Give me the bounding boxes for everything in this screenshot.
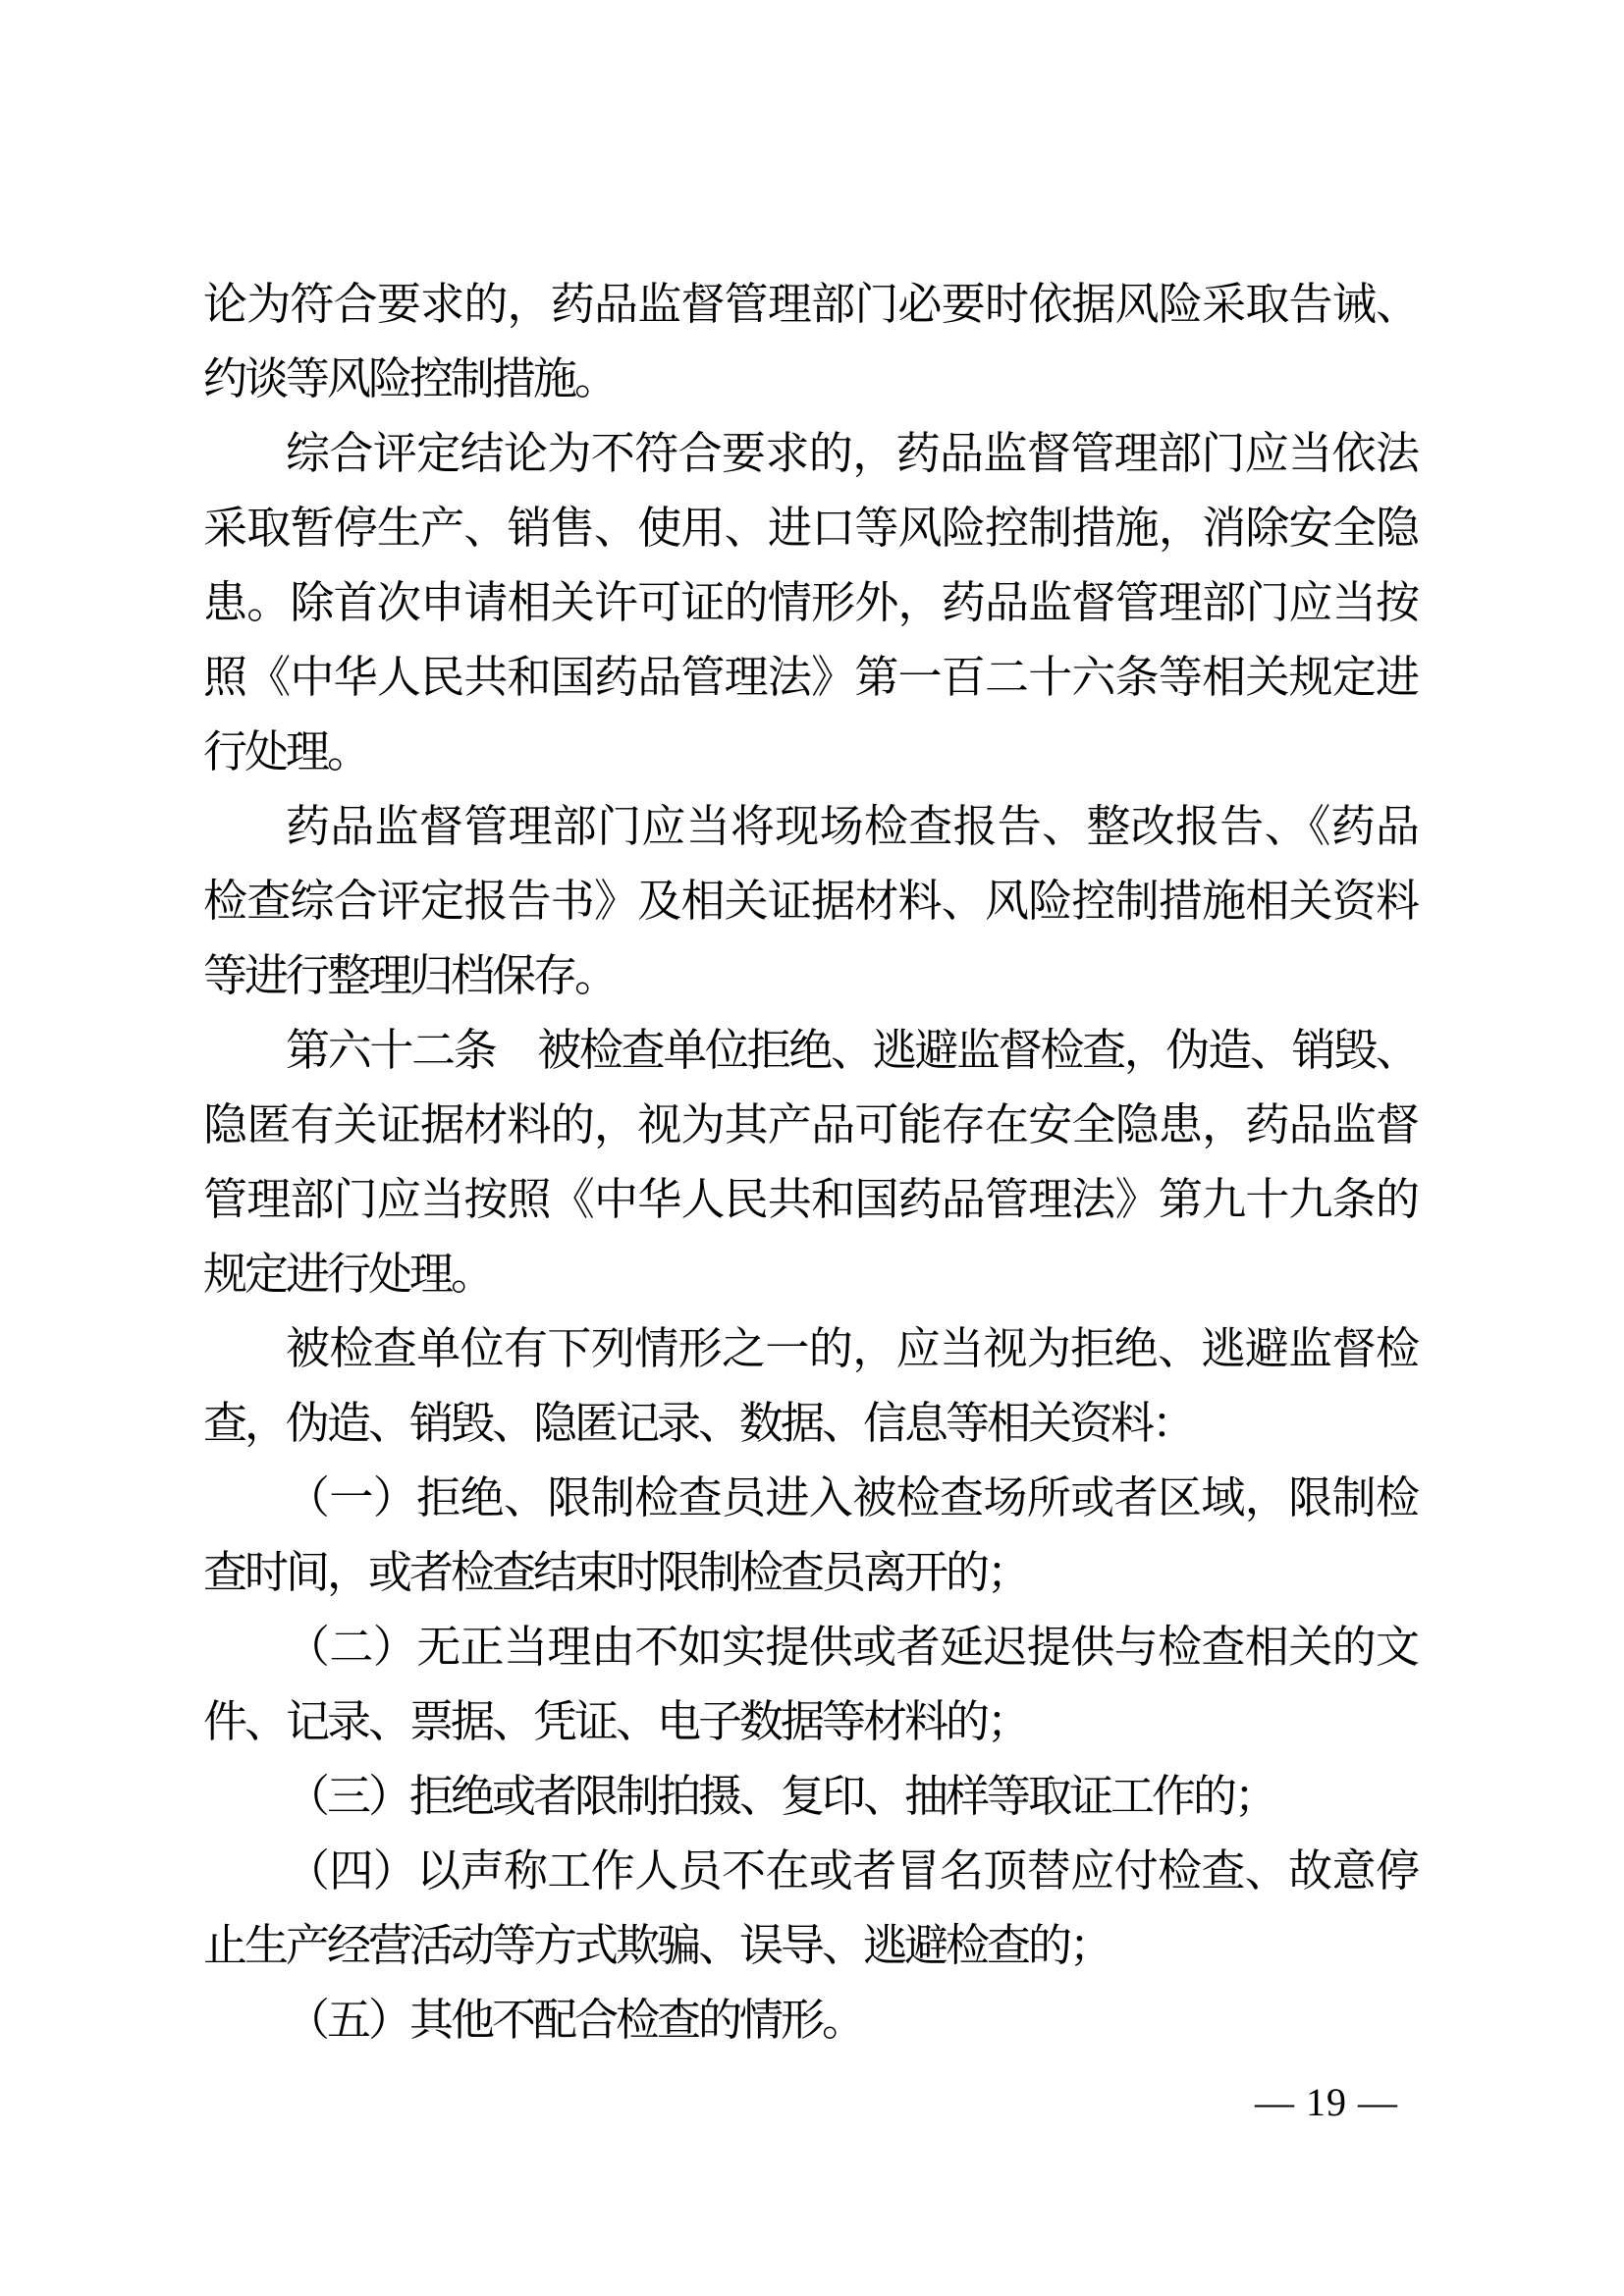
- text-line: （四）以声称工作人员不在或者冒名顶替应付检查、故意停: [286, 1845, 1417, 1896]
- page-number: — 19 —: [1255, 2080, 1398, 2124]
- text-line: 查，伪造、销毁、隐匿记录、数据、信息等相关资料：: [203, 1398, 1194, 1448]
- text-line: 止生产经营活动等方式欺骗、误导、逃避检查的；: [203, 1920, 1111, 1970]
- text-line: （三）拒绝或者限制拍摄、复印、抽样等取证工作的；: [286, 1771, 1276, 1821]
- text-line: 综合评定结论为不符合要求的，药品监督管理部门应当依法: [286, 428, 1417, 478]
- text-line: （五）其他不配合检查的情形。: [286, 1995, 864, 2045]
- text-line: 患。除首次申请相关许可证的情形外，药品监督管理部门应当按: [203, 577, 1417, 627]
- text-line: 隐匿有关证据材料的，视为其产品可能存在安全隐患，药品监督: [203, 1099, 1417, 1149]
- text-line: 等进行整理归档保存。: [203, 950, 617, 1000]
- text-line: 管理部门应当按照《中华人民共和国药品管理法》第九十九条的: [203, 1174, 1417, 1224]
- text-line: 论为符合要求的，药品监督管理部门必要时依据风险采取告诫、: [203, 279, 1417, 329]
- text-line: 规定进行处理。: [203, 1249, 493, 1299]
- text-line: 行处理。: [203, 726, 369, 776]
- text-line: 检查综合评定报告书》及相关证据材料、风险控制措施相关资料: [203, 876, 1417, 926]
- text-line: 约谈等风险控制措施。: [203, 353, 617, 403]
- text-line: 件、记录、票据、凭证、电子数据等材料的；: [203, 1696, 1029, 1746]
- text-line: 照《中华人民共和国药品管理法》第一百二十六条等相关规定进: [203, 652, 1417, 702]
- text-line: 第六十二条 被检查单位拒绝、逃避监督检查，伪造、销毁、: [286, 1025, 1417, 1075]
- text-line: （二）无正当理由不如实提供或者延迟提供与检查相关的文: [286, 1622, 1417, 1672]
- text-line: （一）拒绝、限制检查员进入被检查场所或者区域，限制检: [286, 1472, 1417, 1522]
- text-block: [203, 267, 1417, 2057]
- text-line: 被检查单位有下列情形之一的，应当视为拒绝、逃避监督检: [286, 1323, 1417, 1373]
- text-line: 采取暂停生产、销售、使用、进口等风险控制措施，消除安全隐: [203, 503, 1417, 553]
- text-line: 查时间，或者检查结束时限制检查员离开的；: [203, 1547, 1029, 1597]
- text-line: 药品监督管理部门应当将现场检查报告、整改报告、《药品: [286, 801, 1417, 851]
